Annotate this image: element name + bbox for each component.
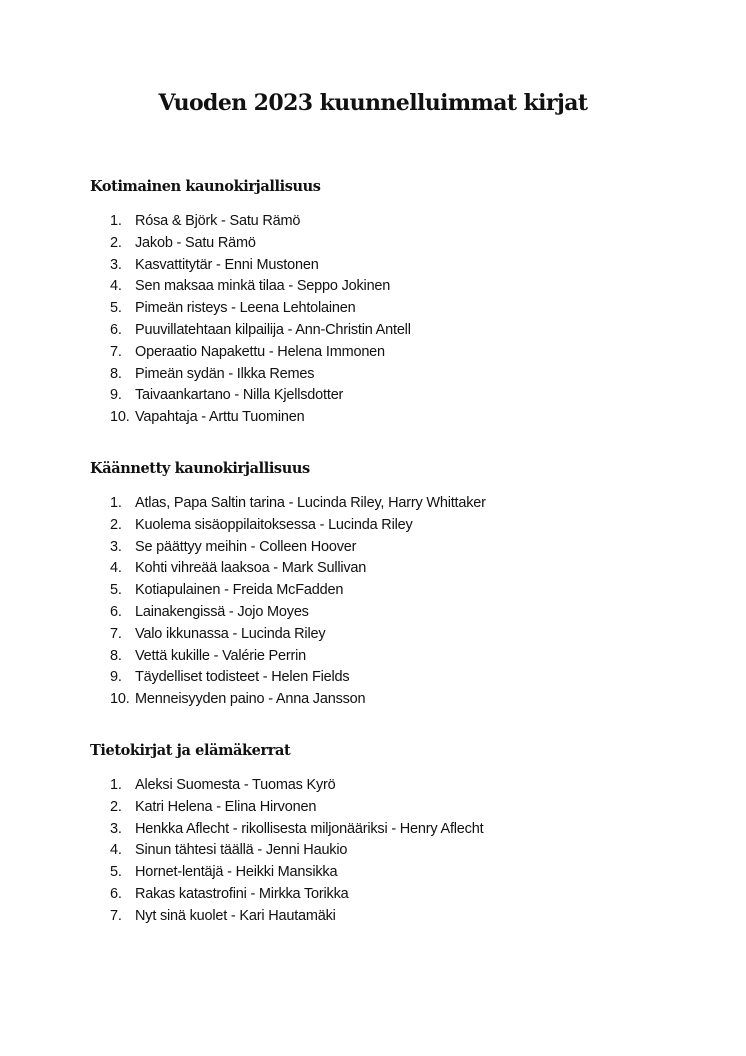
list-item-number: 7. [110,907,122,924]
list-item-number: 10. [110,409,130,426]
list-item-text: Aleksi Suomesta - Tuomas Kyrö [135,777,336,793]
section-domestic-fiction-heading: Kotimainen kaunokirjallisuus [90,178,321,195]
list-item-number: 2. [110,516,122,533]
list-item [90,233,411,255]
list-item [90,775,483,797]
list-item-text: Taivaankartano - Nilla Kjellsdotter [135,387,344,404]
section-translated-fiction-heading: Käännetty kaunokirjallisuus [90,460,310,477]
list-item-number: 8. [110,365,122,382]
list-item-number: 2. [110,234,122,251]
list-item [90,298,411,320]
list-item-text: Kohti vihreää laaksoa - Mark Sullivan [135,560,367,577]
list-item-number: 7. [110,343,122,360]
list-item [90,862,483,884]
list-item-number: 1. [110,777,122,793]
list-item-number: 4. [110,560,122,577]
section-nonfiction-list [90,775,483,928]
list-item-text: Pimeän risteys - Leena Lehtolainen [135,300,356,317]
list-item-text: Täydelliset todisteet - Helen Fields [135,669,350,686]
list-item [90,493,486,515]
list-item [90,407,411,429]
list-item-text: Kotiapulainen - Freida McFadden [135,582,344,599]
list-item-text: Se päättyy meihin - Colleen Hoover [135,538,357,555]
list-item-text: Vapahtaja - Arttu Tuominen [135,409,305,426]
list-item [90,342,411,364]
page-title: Vuoden 2023 kuunnelluimmat kirjat [158,90,588,116]
list-item-text: Menneisyyden paino - Anna Jansson [135,691,366,708]
list-item [90,364,411,386]
list-item-text: Henkka Aflecht - rikollisesta miljonääriksi - Henry Aflecht [135,820,484,837]
list-item [90,624,486,646]
list-item-text: Puuvillatehtaan kilpailija - Ann-Christin Antell [135,321,411,338]
list-item-number: 5. [110,864,122,881]
list-item-number: 3. [110,538,122,555]
list-item-number: 6. [110,321,122,338]
list-item-number: 8. [110,647,122,664]
list-item-number: 4. [110,842,122,859]
list-item [90,580,486,602]
list-item-text: Atlas, Papa Saltin tarina - Lucinda Riley, Harry Whittaker [135,495,486,511]
list-item [90,276,411,298]
list-item [90,819,483,841]
list-item [90,884,483,906]
list-item-text: Nyt sinä kuolet - Kari Hautamäki [135,907,336,924]
list-item-number: 10. [110,691,130,708]
list-item-number: 7. [110,625,122,642]
list-item [90,211,411,233]
list-item-text: Pimeän sydän - Ilkka Remes [135,365,315,382]
list-item-text: Sen maksaa minkä tilaa - Seppo Jokinen [135,278,391,295]
list-item-number: 5. [110,582,122,599]
list-item [90,385,411,407]
section-nonfiction-heading: Tietokirjat ja elämäkerrat [90,742,291,759]
list-item [90,602,486,624]
list-item-text: Rakas katastrofini - Mirkka Torikka [135,885,349,902]
section-domestic-fiction-list [90,211,411,429]
list-item-text: Operaatio Napakettu - Helena Immonen [135,343,385,360]
list-item-text: Kasvattitytär - Enni Mustonen [135,256,319,273]
list-item-number: 9. [110,387,122,404]
list-item-text: Katri Helena - Elina Hirvonen [135,798,317,815]
list-item [90,537,486,559]
list-item-number: 1. [110,495,122,511]
section-translated-fiction-list [90,493,486,711]
list-item-text: Vettä kukille - Valérie Perrin [135,647,307,664]
list-item [90,515,486,537]
list-item-text: Rósa & Björk - Satu Rämö [135,213,301,229]
list-item-number: 5. [110,300,122,317]
list-item [90,255,411,277]
list-item [90,797,483,819]
list-item [90,906,483,928]
list-item-number: 3. [110,256,122,273]
list-item-number: 1. [110,213,122,229]
list-item [90,320,411,342]
list-item-text: Valo ikkunassa - Lucinda Riley [135,625,326,642]
list-item-number: 6. [110,885,122,902]
list-item [90,558,486,580]
list-item [90,646,486,668]
list-item-number: 6. [110,603,122,620]
list-item-number: 3. [110,820,122,837]
list-item-number: 4. [110,278,122,295]
list-item-text: Jakob - Satu Rämö [135,234,256,251]
list-item [90,840,483,862]
list-item-text: Hornet-lentäjä - Heikki Mansikka [135,864,338,881]
list-item [90,667,486,689]
list-item [90,689,486,711]
list-item-number: 9. [110,669,122,686]
list-item-text: Sinun tähtesi täällä - Jenni Haukio [135,842,348,859]
list-item-text: Lainakengissä - Jojo Moyes [135,603,309,620]
list-item-number: 2. [110,798,122,815]
list-item-text: Kuolema sisäoppilaitoksessa - Lucinda Riley [135,516,413,533]
